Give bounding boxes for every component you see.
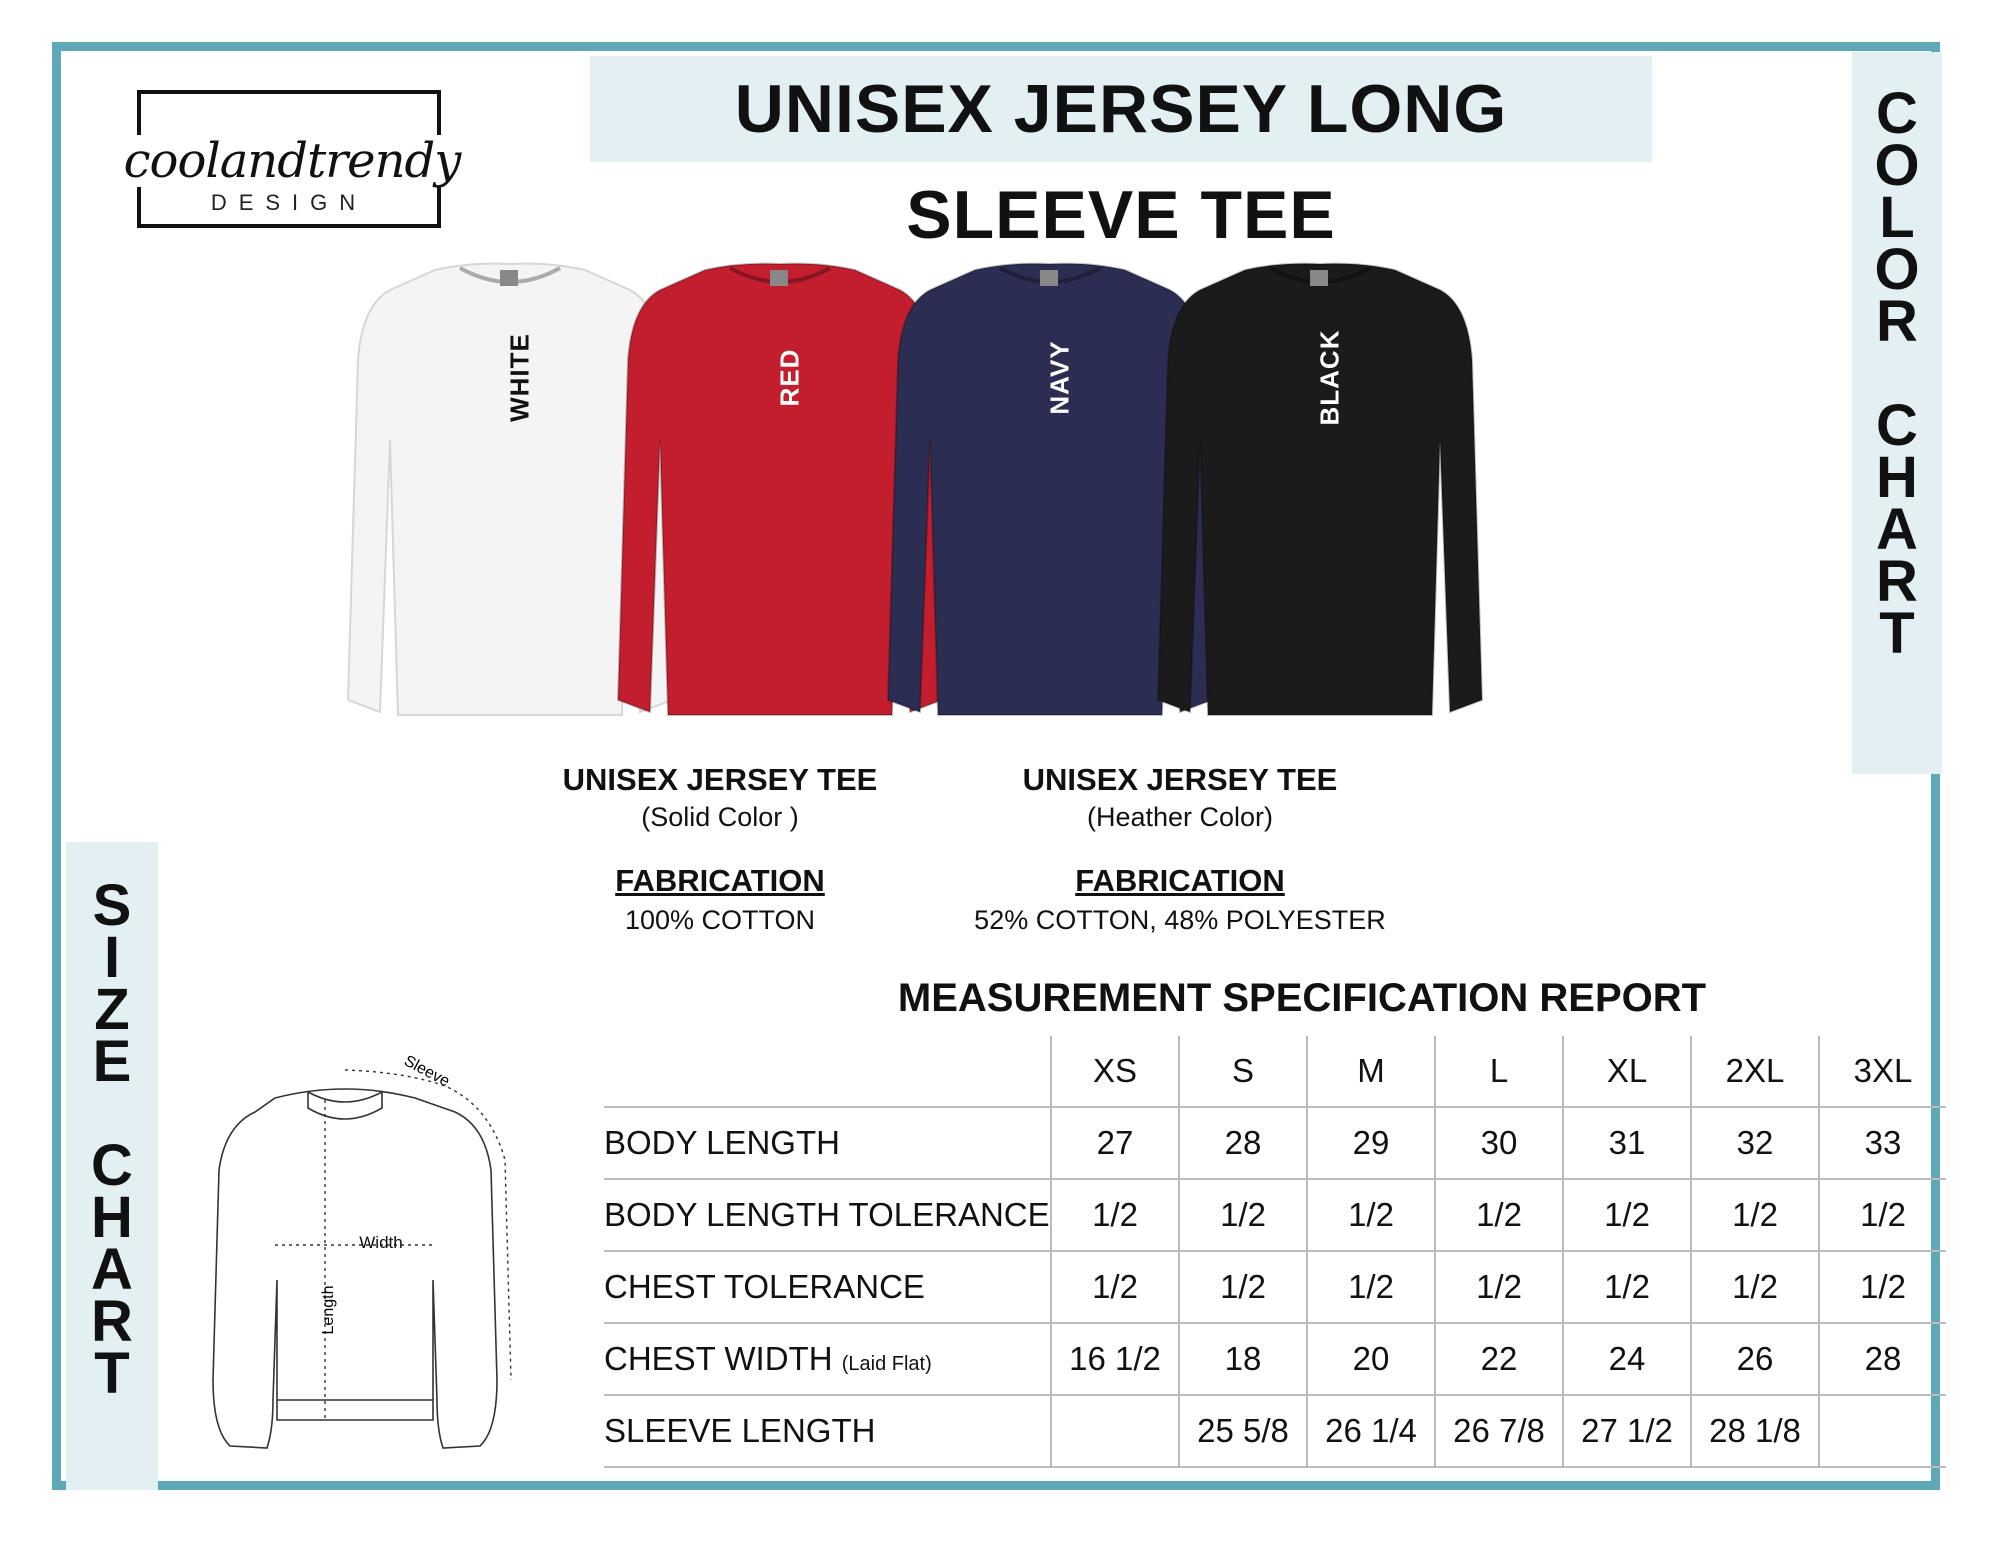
- color-chart-letter: C: [1876, 393, 1918, 458]
- table-cell: 28 1/8: [1691, 1395, 1819, 1467]
- table-cell: 24: [1563, 1323, 1691, 1395]
- table-cell: 1/2: [1563, 1251, 1691, 1323]
- row-label-cell: [604, 1179, 1051, 1251]
- table-cell: 18: [1179, 1323, 1307, 1395]
- table-cell: 1/2: [1051, 1179, 1179, 1251]
- fabrication-subheading: (Solid Color ): [641, 802, 799, 832]
- size-header: S: [1179, 1036, 1307, 1107]
- row-label-cell: [604, 1395, 1051, 1467]
- row-label: BODY LENGTH: [604, 1124, 840, 1161]
- row-label-note: (Laid Flat): [841, 1353, 932, 1375]
- size-chart-vertical-label: [66, 873, 158, 1406]
- report-title: MEASUREMENT SPECIFICATION REPORT: [897, 976, 1707, 1020]
- shirt-color-label: RED: [774, 348, 805, 407]
- table-row: [604, 1395, 1946, 1467]
- size-chart-letter: A: [91, 1237, 133, 1302]
- size-chart-letter: I: [103, 925, 121, 990]
- shirt-color-label: WHITE: [504, 333, 535, 422]
- fabrication-subheading: (Heather Color): [1086, 802, 1274, 832]
- row-label: SLEEVE LENGTH: [604, 1412, 876, 1449]
- table-cell: 1/2: [1307, 1251, 1435, 1323]
- table-cell: 27 1/2: [1563, 1395, 1691, 1467]
- color-chart-letter: R: [1876, 549, 1918, 614]
- size-header: XS: [1051, 1036, 1179, 1107]
- table-cell: 26 7/8: [1435, 1395, 1563, 1467]
- size-chart-letter: C: [91, 1133, 133, 1198]
- fabrication-label: FABRICATION: [1075, 863, 1285, 898]
- diagram-length-label: Length: [320, 1285, 337, 1335]
- table-cell: 25 5/8: [1179, 1395, 1307, 1467]
- color-chart-vertical-label: [1852, 81, 1942, 666]
- size-header: M: [1307, 1036, 1435, 1107]
- table-cell: [1819, 1395, 1946, 1467]
- diagram-sleeve-line: [345, 1070, 511, 1380]
- table-row: [604, 1107, 1946, 1179]
- shirt-tag: [500, 270, 518, 286]
- table-cell: 29: [1307, 1107, 1435, 1179]
- shirt-color-label: NAVY: [1044, 340, 1075, 415]
- row-label-cell: [604, 1323, 1051, 1395]
- fabrication-heading: UNISEX JERSEY TEE: [562, 762, 878, 797]
- table-cell: 1/2: [1819, 1251, 1946, 1323]
- color-chart-letter: A: [1876, 497, 1918, 562]
- table-cell: 1/2: [1179, 1251, 1307, 1323]
- size-chart-letter: S: [92, 873, 132, 938]
- color-chart-letter: L: [1879, 185, 1915, 250]
- color-chart-letter: H: [1876, 445, 1918, 510]
- row-label: BODY LENGTH TOLERANCE: [604, 1196, 1050, 1233]
- fabrication-value: 100% COTTON: [624, 905, 816, 935]
- table-row: [604, 1323, 1946, 1395]
- table-cell: 1/2: [1307, 1179, 1435, 1251]
- table-header-row: [604, 1036, 1946, 1107]
- table-cell: 1/2: [1435, 1179, 1563, 1251]
- table-cell: 16 1/2: [1051, 1323, 1179, 1395]
- row-label-cell: [604, 1107, 1051, 1179]
- page-title: UNISEX JERSEY LONG SLEEVE TEE: [734, 71, 1508, 253]
- color-chart-letter: O: [1874, 237, 1920, 302]
- table-cell: 1/2: [1819, 1179, 1946, 1251]
- table-cell: 28: [1819, 1323, 1946, 1395]
- fabrication-label: FABRICATION: [615, 863, 825, 898]
- table-cell: [1051, 1395, 1179, 1467]
- fabrication-heading: UNISEX JERSEY TEE: [1022, 762, 1338, 797]
- table-cell: 1/2: [1563, 1179, 1691, 1251]
- table-cell: 33: [1819, 1107, 1946, 1179]
- fabrication-heather: [960, 762, 1400, 936]
- logo-script: coolandtrendy: [92, 135, 492, 187]
- measurement-table: [604, 1036, 1946, 1468]
- fabrication-value: 52% COTTON, 48% POLYESTER: [974, 905, 1386, 935]
- diagram-width-label: Width: [359, 1233, 403, 1252]
- logo-subtitle: DESIGN: [210, 190, 368, 215]
- table-row: [604, 1179, 1946, 1251]
- diagram-sleeve-label: Sleeve: [401, 1052, 453, 1091]
- shirt-measurement-diagram: [205, 1050, 565, 1470]
- table-cell: 1/2: [1179, 1179, 1307, 1251]
- table-cell: 1/2: [1051, 1251, 1179, 1323]
- row-label: CHEST WIDTH: [604, 1340, 833, 1377]
- size-chart-letter: R: [91, 1289, 133, 1354]
- color-chart-letter: T: [1879, 601, 1915, 666]
- table-cell: 26: [1691, 1323, 1819, 1395]
- color-chart-letter: C: [1876, 81, 1918, 146]
- diagram-collar: [308, 1092, 382, 1119]
- table-cell: 31: [1563, 1107, 1691, 1179]
- fabrication-solid: [545, 762, 895, 936]
- table-cell: 20: [1307, 1323, 1435, 1395]
- size-header: 2XL: [1691, 1036, 1819, 1107]
- table-cell: 26 1/4: [1307, 1395, 1435, 1467]
- row-label: CHEST TOLERANCE: [604, 1268, 925, 1305]
- shirt-tag: [1040, 270, 1058, 286]
- table-cell: 22: [1435, 1323, 1563, 1395]
- table-cell: 1/2: [1435, 1251, 1563, 1323]
- size-header: 3XL: [1819, 1036, 1946, 1107]
- table-cell: 32: [1691, 1107, 1819, 1179]
- table-header-empty: [604, 1036, 1051, 1107]
- shirt-tag: [1310, 270, 1328, 286]
- table-row: [604, 1251, 1946, 1323]
- color-chart-letter: O: [1874, 133, 1920, 198]
- diagram-shirt-outline: [213, 1089, 497, 1448]
- size-chart-letter: H: [91, 1185, 133, 1250]
- size-header: L: [1435, 1036, 1563, 1107]
- color-chart-letter: R: [1876, 289, 1918, 354]
- size-chart-letter: T: [94, 1341, 130, 1406]
- size-chart-letter: Z: [94, 977, 130, 1042]
- size-chart-letter: E: [92, 1029, 132, 1094]
- size-header: XL: [1563, 1036, 1691, 1107]
- table-cell: 28: [1179, 1107, 1307, 1179]
- table-cell: 30: [1435, 1107, 1563, 1179]
- table-cell: 27: [1051, 1107, 1179, 1179]
- table-cell: 1/2: [1691, 1179, 1819, 1251]
- row-label-cell: [604, 1251, 1051, 1323]
- shirt-color-label: BLACK: [1314, 329, 1345, 426]
- table-cell: 1/2: [1691, 1251, 1819, 1323]
- shirt-tag: [770, 270, 788, 286]
